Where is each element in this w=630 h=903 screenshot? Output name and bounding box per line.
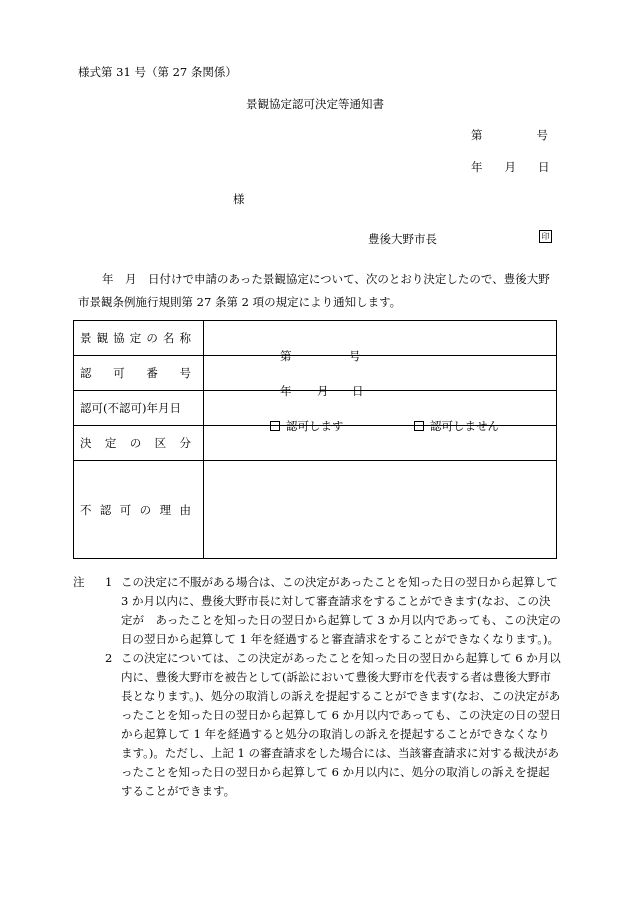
approval-date-year: 年 [280,384,292,398]
label-agreement-name: 景 観 協 定 の 名 称 [74,321,204,356]
table-row-approval-number [74,356,557,391]
approve-checkbox[interactable] [270,421,280,431]
notes-heading: 注 [73,575,85,589]
note-number: 1 [105,575,113,589]
table-row-agreement-name [74,321,557,356]
addressee-honorific: 様 [233,192,245,206]
table-row-rejection-reason [74,461,557,559]
date-day: 日 [538,160,550,174]
value-rejection-reason[interactable] [204,461,557,559]
notification-table [73,320,557,559]
form-number: 様式第 31 号（第 27 条関係） [78,65,237,79]
note-item-1 [73,573,561,649]
number-suffix: 号 [536,128,548,142]
document-title: 景観協定認可決定等通知書 [246,97,384,111]
approval-number-prefix: 第 [280,349,292,363]
value-approval-date[interactable] [204,384,557,426]
number-prefix: 第 [471,128,483,142]
intro-paragraph: 年 月 日付けで申請のあった景観協定について、次のとおり決定したので、豊後大野市景観条例施行規則第 27 条第 2 項の規定により通知します。 [78,272,550,309]
value-decision-type [204,419,557,461]
document-date-line [471,159,550,175]
document-number-line [471,127,548,143]
seal-mark: 印 [539,230,552,243]
date-month: 月 [504,160,516,174]
notes-section [73,573,561,801]
approval-date-day: 日 [352,384,364,398]
value-approval-number[interactable] [204,349,557,391]
table-row-decision-type [74,426,557,461]
note-text: この決定については、この決定があったことを知った日の翌日から起算して 6 か月以内に、豊後大野市を被告として(訴訟において豊後大野市を代表する者は豊後大野市長となります。)、処分の取消しの訴えを提起することができます(なお、この決定があったことを知った日の翌日から起算して 6 か月以内であっても、この決定の日の翌日から起算して 1 年を経過すると処分の取消しの訴えを提起することができなくなります。)。ただし、上記 1 の審査請求をした場合には、当該審査請求に対する裁決があったことを知った日の翌日から起算して 6 か月以内に、処分の取消しの訴えを提起することができます。 [121,651,562,798]
label-approval-date: 認可(不認可)年月日 [74,391,204,426]
value-agreement-name[interactable] [204,321,557,356]
approval-date-month: 月 [317,384,329,398]
note-number: 2 [105,651,113,665]
approval-number-suffix: 号 [349,349,361,363]
label-approval-number: 認 可 番 号 [74,356,204,391]
option-approve[interactable]: 認可します [270,418,344,434]
label-decision-type: 決 定 の 区 分 [74,426,204,461]
note-text: この決定に不服がある場合は、この決定があったことを知った日の翌日から起算して 3 か月以内に、豊後大野市長に対して審査請求をすることができます(なお、この決定が あったことを知った日の翌日から起算して 3 か月以内であっても、この決定の日の翌日から起算して 1 年を経過すると審査請求をすることができなくなります。)。 [121,575,561,646]
reject-checkbox[interactable] [414,421,424,431]
option-reject[interactable]: 認可しません [414,418,499,434]
note-item-2 [73,649,561,801]
issuer-name: 豊後大野市長 [368,232,437,246]
label-rejection-reason: 不 認 可 の 理 由 [74,461,204,559]
date-year: 年 [471,160,483,174]
